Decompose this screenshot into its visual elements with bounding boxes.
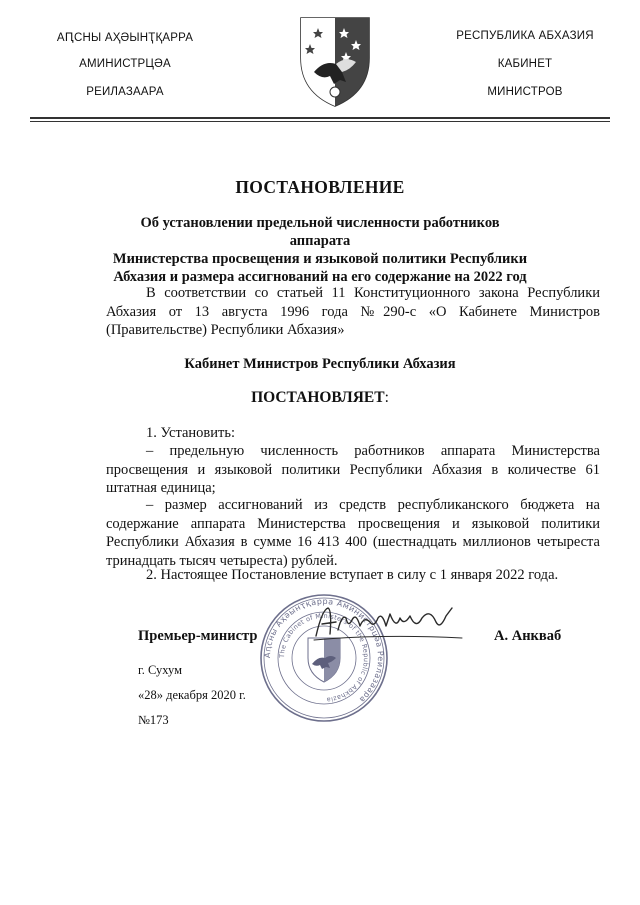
subject-line-3: Абхазия и размера ассигнований на его содержание на 2022 год [113,269,527,285]
document-subject [110,214,530,286]
header-divider-thick [30,117,610,119]
subject-line-2: Министерства просвещения и языковой политики Республики [112,251,528,267]
header-right-line-3: МИНИСТРОВ [487,86,563,98]
item-1-intro: 1. Установить: [146,425,236,441]
document-title: ПОСТАНОВЛЕНИЕ [235,177,405,197]
subject-line-1: Об установлении предельной численности работников аппарата [140,215,500,249]
item-1-a: – предельную численность работников аппарата Министерства просвещения и языковой политики Республики Абхазия в количестве 61 штатная единица; [106,443,600,496]
seal-inner-text: The Cabinet of Ministers of the Republic of Abkhazia [277,611,371,704]
signatory-position: Премьер-министр [138,628,258,644]
resolves-colon: : [384,389,389,406]
issuer-line: Кабинет Министров Республики Абхазия [184,356,456,372]
signatory-name: А. Анкваб [494,628,562,644]
resolves-line [0,389,640,407]
resolves-word: ПОСТАНОВЛЯЕТ [251,389,385,406]
header-left-line-3: РЕИЛАЗААРА [86,86,164,98]
document-city: г. Сухум [138,663,183,677]
item-1-b: – размер ассигнований из средств республиканского бюджета на содержание аппарата Министерства просвещения и языковой политики Республики Абхазия в сумме 16 413 400 (шестнадцать миллионов четыреста тринадцать тысяч четыреста) рублей. [106,497,600,569]
item-2: 2. Настоящее Постановление вступает в силу с 1 января 2022 года. [146,567,559,583]
preamble-paragraph: В соответствии со статьей 11 Конституционного закона Республики Абхазия от 13 августа 1996 года №290-с «О Кабинете Министров (Правительстве) Республики Абхазия» [106,285,600,338]
header-left-line-1: АԤСНЫ АҲӘЫНҬҚАРРА [56,32,194,44]
document-number: №173 [138,713,169,727]
header-divider-thin [30,121,610,122]
handwritten-signature-icon [312,604,472,644]
seal-emblem-icon [308,638,340,682]
header-right-line-1: РЕСПУБЛИКА АБХАЗИЯ [456,30,594,42]
header-right-line-2: КАБИНЕТ [497,58,553,70]
state-emblem-icon [296,10,374,110]
header-left-line-2: АМИНИСТРЦӘА [79,58,171,70]
document-date: «28» декабря 2020 г. [138,688,246,702]
seal-outer-text: Аԥсны Аҳәынҭқарра Аминистрцәа Реилазаара [262,596,386,705]
